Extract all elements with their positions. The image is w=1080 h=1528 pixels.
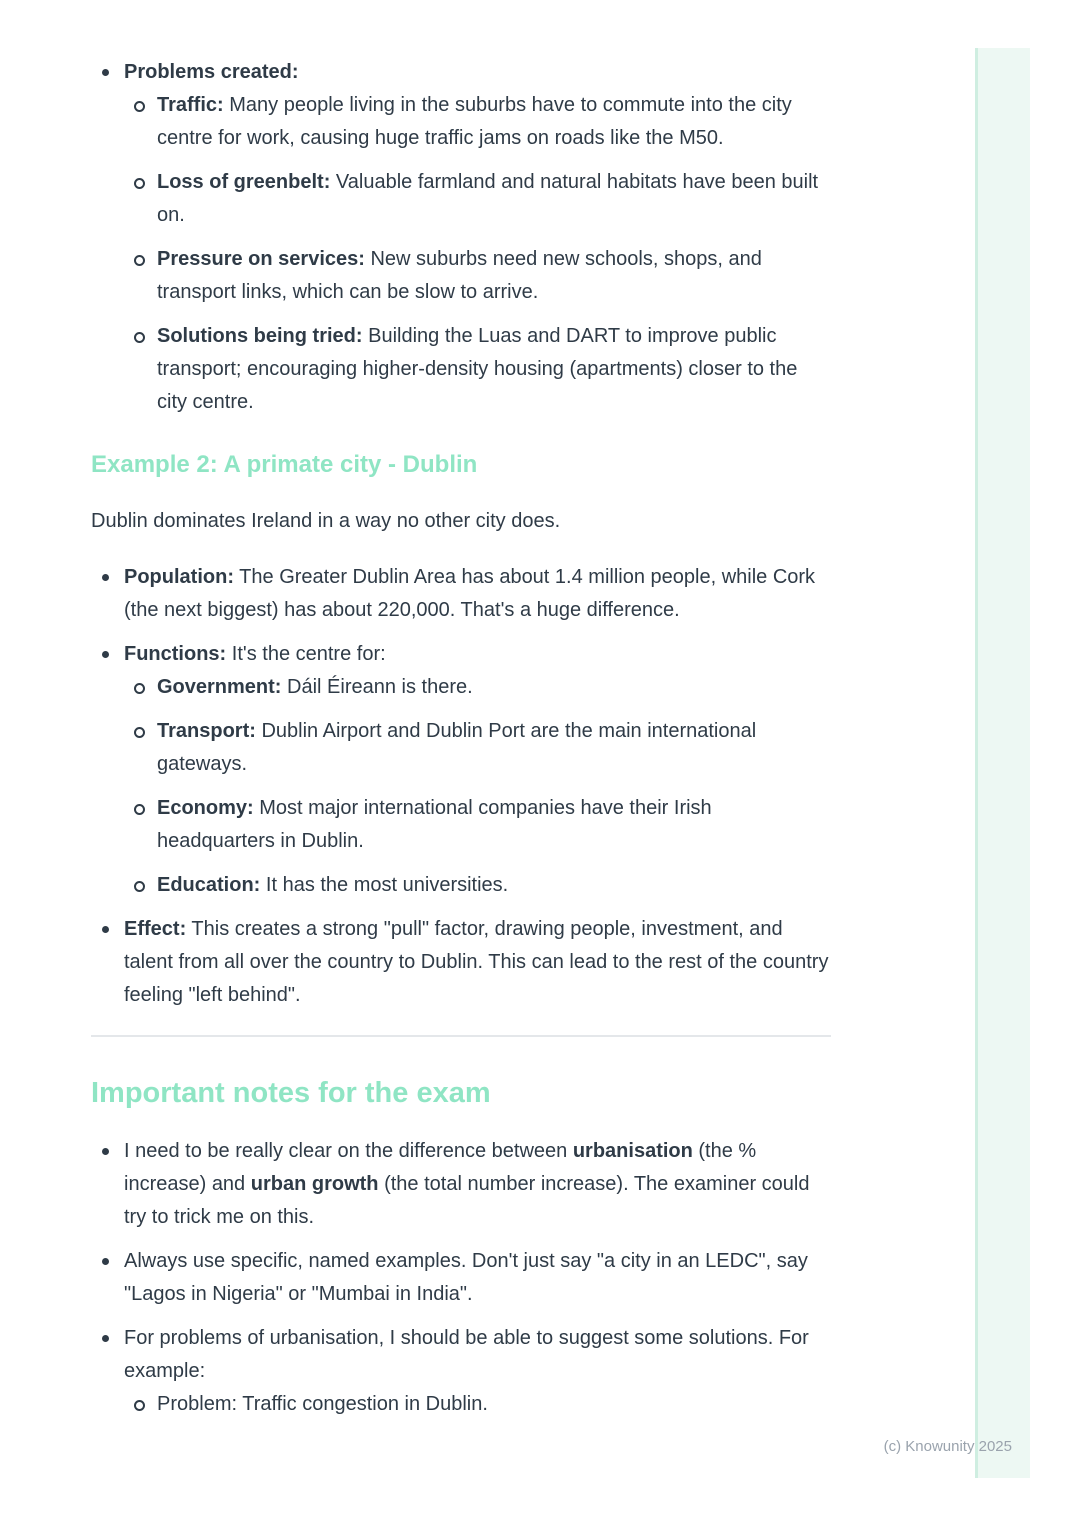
list-item [91, 1322, 831, 1421]
item-text: Building the Luas and DART to improve public transport; encouraging higher-density housing (apartments) closer to the city centre. [157, 325, 798, 413]
item-label: Population: [124, 566, 234, 588]
section-divider [91, 1035, 831, 1037]
item-bold-term: urbanisation [572, 1140, 693, 1162]
problems-list [91, 56, 831, 419]
list-item [124, 715, 831, 781]
list-item [124, 243, 831, 309]
item-text: It has the most universities. [260, 874, 509, 896]
item-text: New suburbs need new schools, shops, and transport links, which can be slow to arrive. [157, 248, 762, 303]
item-label: Problems created: [124, 61, 299, 83]
list-item [124, 869, 831, 902]
item-text: The Greater Dublin Area has about 1.4 million people, while Cork (the next biggest) has about 220,000. That's a huge difference. [124, 566, 816, 621]
item-label: Traffic: [157, 94, 224, 116]
intro-paragraph: Dublin dominates Ireland in a way no other city does. [91, 510, 561, 532]
item-text: Problem: Traffic congestion in Dublin. [157, 1393, 488, 1415]
list-item [91, 1135, 831, 1234]
item-text: For problems of urbanisation, I should be able to suggest some solutions. For example: [124, 1327, 809, 1382]
list-item [91, 1245, 831, 1311]
item-text: Always use specific, named examples. Don't just say "a city in an LEDC", say "Lagos in Nigeria" or "Mumbai in India". [124, 1250, 808, 1305]
item-text: Dáil Éireann is there. [281, 676, 473, 698]
item-label: Government: [157, 676, 282, 698]
item-text: (the % increase) and [124, 1140, 757, 1195]
list-item [124, 1388, 831, 1421]
item-label: Economy: [157, 797, 254, 819]
list-item [124, 671, 831, 704]
page-edge-accent-bar [975, 48, 1030, 1478]
item-text: I need to be really clear on the difference between [124, 1140, 573, 1162]
item-label: Solutions being tried: [157, 325, 363, 347]
list-item [91, 638, 831, 902]
item-text: Many people living in the suburbs have to commute into the city centre for work, causing huge traffic jams on roads like the M50. [157, 94, 792, 149]
list-item [91, 913, 831, 1012]
item-label: Pressure on services: [157, 248, 365, 270]
section-heading-important-notes: Important notes for the exam [91, 1077, 491, 1109]
section-heading-example2: Example 2: A primate city - Dublin [91, 451, 478, 478]
list-item [124, 792, 831, 858]
list-item [124, 166, 831, 232]
notes-sublist [124, 1388, 831, 1421]
item-text: It's the centre for: [226, 643, 386, 665]
item-text: This creates a strong "pull" factor, drawing people, investment, and talent from all over the country to Dublin. This can lead to the rest of the country feeling "left behind". [124, 918, 829, 1006]
item-label: Effect: [124, 918, 187, 940]
item-label: Transport: [157, 720, 256, 742]
item-bold-term: urban growth [250, 1173, 379, 1195]
item-text: Valuable farmland and natural habitats have been built on. [157, 171, 819, 226]
item-label: Loss of greenbelt: [157, 171, 331, 193]
important-notes-list [91, 1135, 831, 1421]
list-item [124, 89, 831, 155]
list-item [124, 320, 831, 419]
item-text: (the total number increase). The examiner could try to trick me on this. [124, 1173, 810, 1228]
functions-sublist [124, 671, 831, 902]
item-text: Most major international companies have their Irish headquarters in Dublin. [157, 797, 712, 852]
problems-sublist [124, 89, 831, 419]
item-label: Education: [157, 874, 261, 896]
example2-list [91, 561, 831, 1012]
item-label: Functions: [124, 643, 227, 665]
item-text: Dublin Airport and Dublin Port are the main international gateways. [157, 720, 757, 775]
list-item [91, 561, 831, 627]
list-item [91, 56, 831, 419]
copyright-text: (c) Knowunity 2025 [883, 1438, 1012, 1455]
document-content [91, 56, 831, 1421]
